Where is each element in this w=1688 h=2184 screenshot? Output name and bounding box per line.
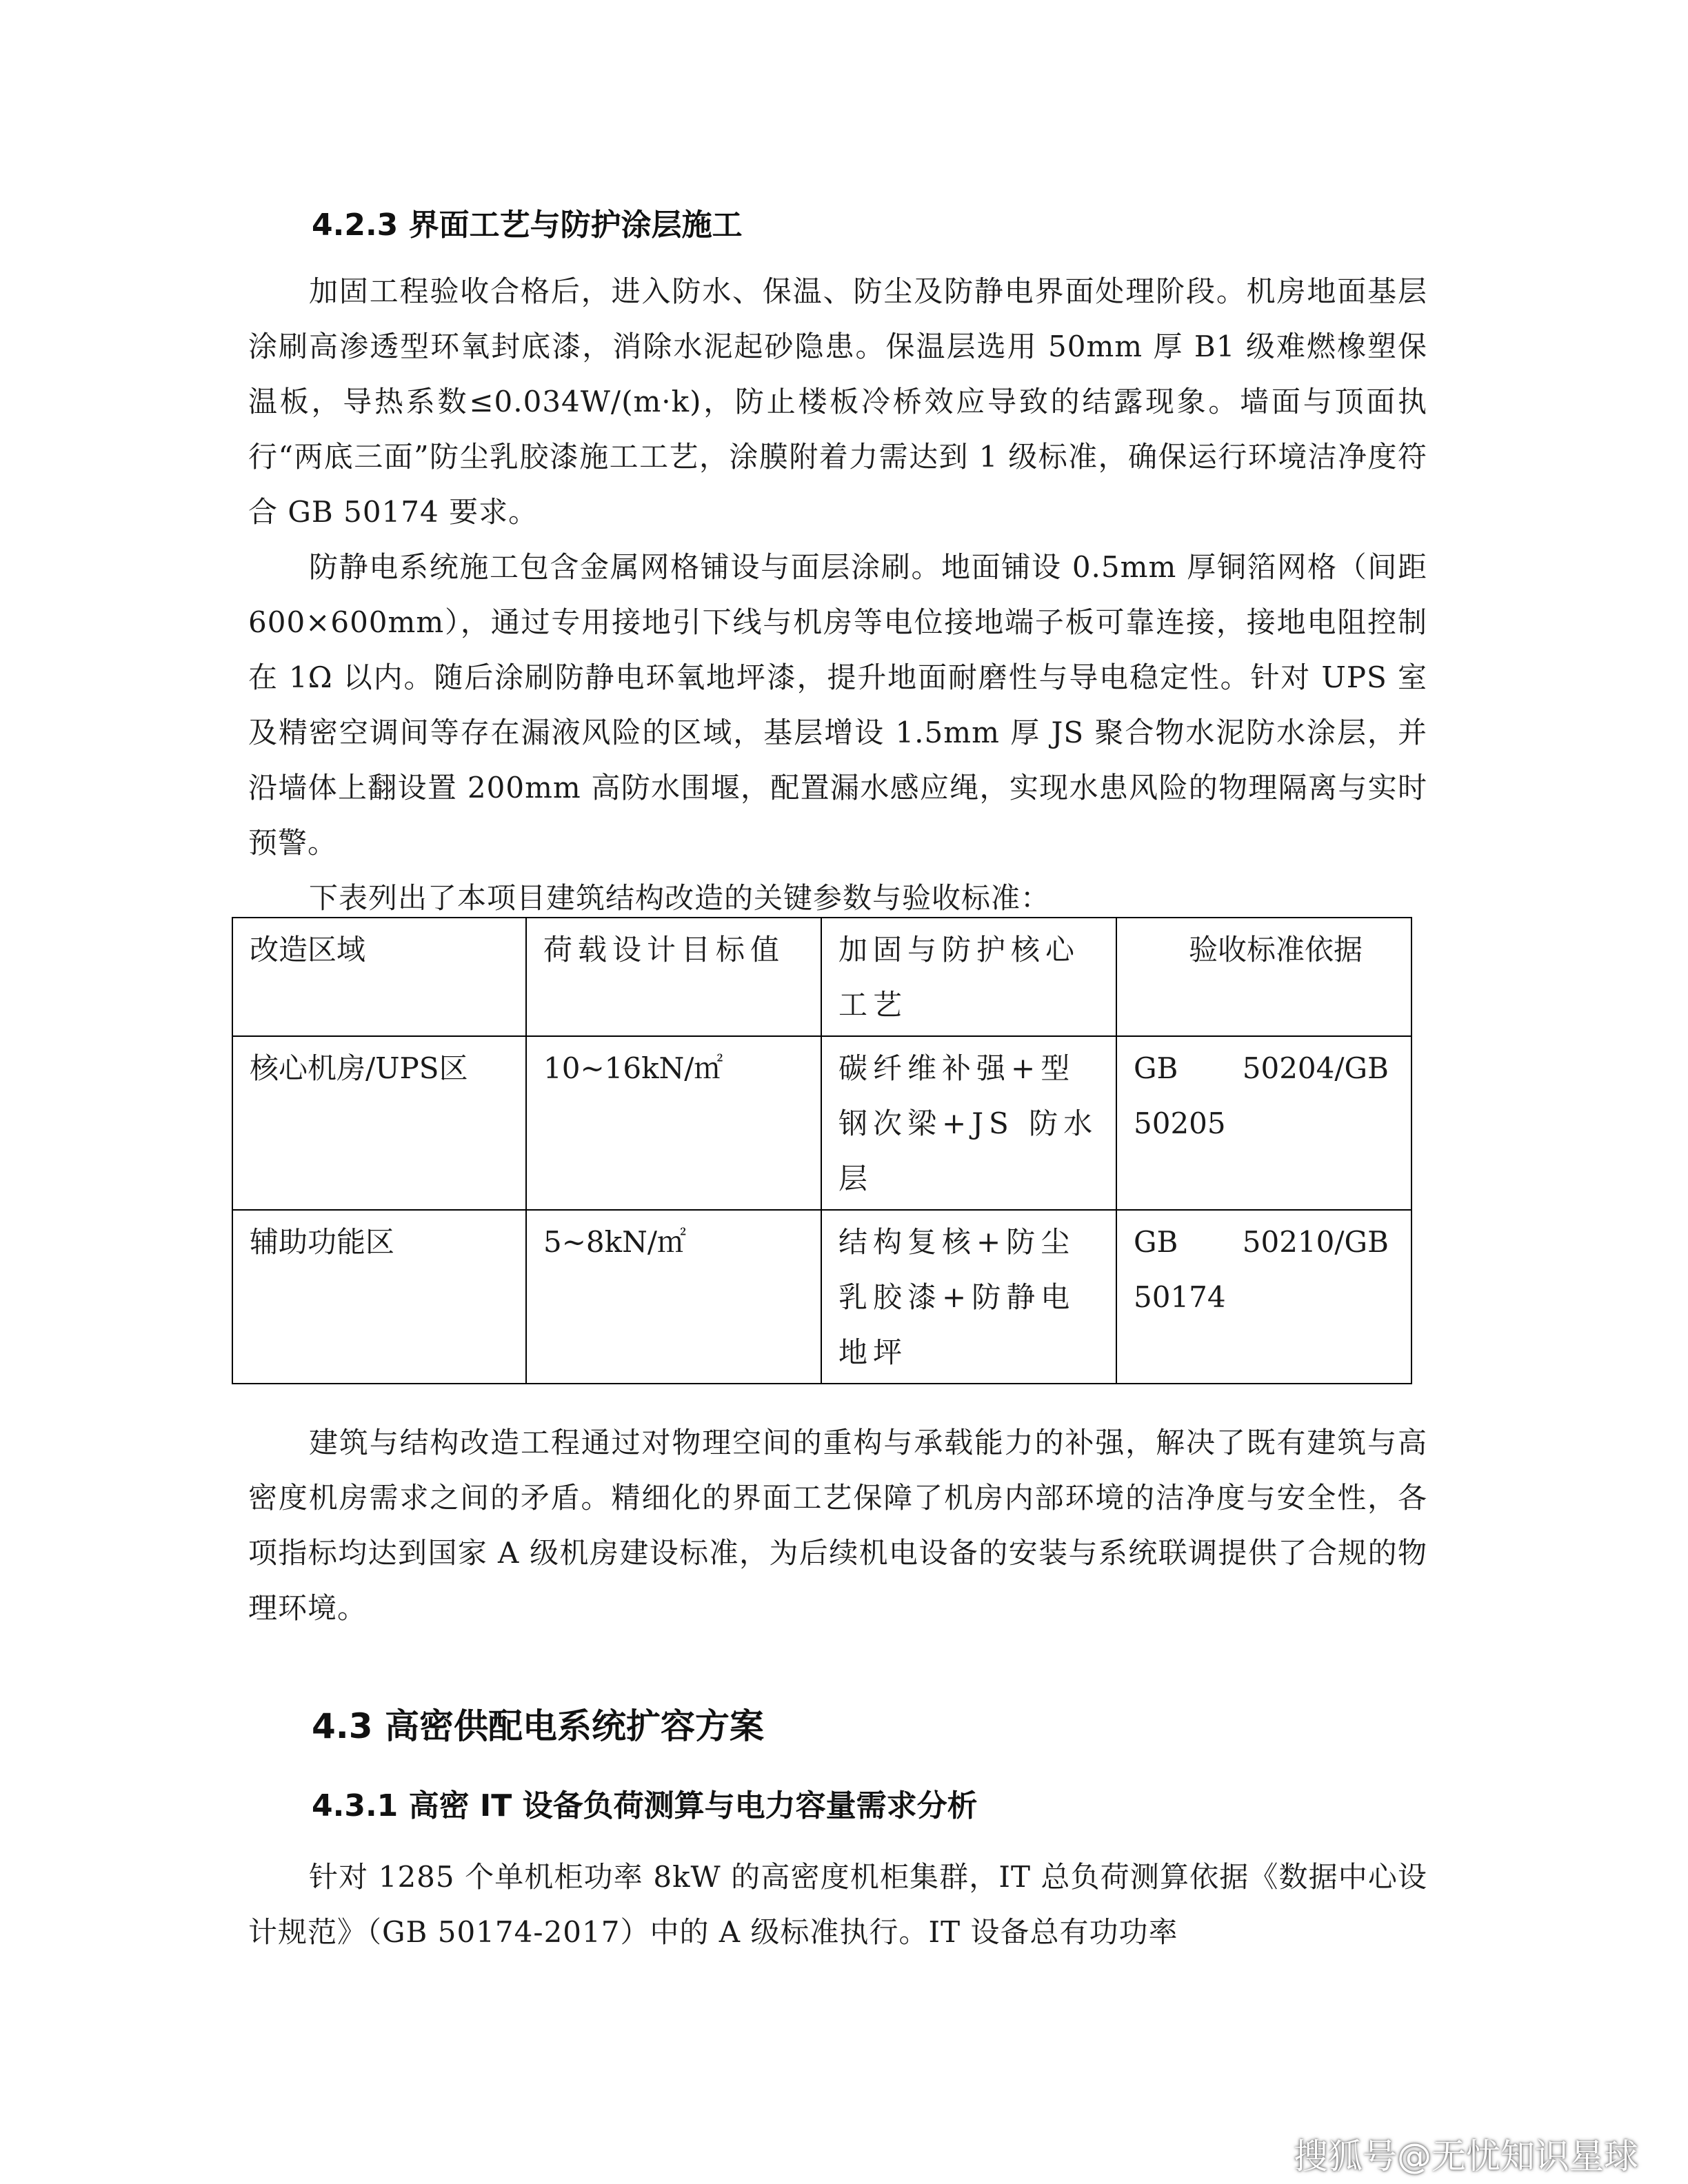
paragraph-summary: 建筑与结构改造工程通过对物理空间的重构与承载能力的补强，解决了既有建筑与高密度机房需求之间的矛盾。精细化的界面工艺保障了机房内部环境的洁净度与安全性，各项指标均达到国家 A 级机房建设标准，为后续机电设备的安装与系统联调提供了合规的物理环境。: [248, 1426, 1427, 1625]
section-heading-4-2-3: 4.2.3 界面工艺与防护涂层施工: [312, 208, 743, 243]
table-cell: 结构复核+防尘乳胶漆+防静电地坪: [821, 1210, 1116, 1384]
table-cell: 碳纤维补强+型钢次梁+JS 防水层: [821, 1036, 1116, 1210]
paragraph-table-intro: 下表列出了本项目建筑结构改造的关键参数与验收标准：: [309, 881, 1051, 915]
table-cell: GB 50204/GB 50205: [1116, 1036, 1411, 1210]
table-row: [232, 1036, 1411, 1210]
paragraph-interface-process: 加固工程验收合格后，进入防水、保温、防尘及防静电界面处理阶段。机房地面基层涂刷高渗透型环氧封底漆，消除水泥起砂隐患。保温层选用 50mm 厚 B1 级难燃橡塑保温板，导热系数≤0.034W/(m·k)，防止楼板冷桥效应导致的结露现象。墙面与顶面执行“两底三面”防尘乳胶漆施工工艺，涂膜附着力需达到 1 级标准，确保运行环境洁净度符合 GB 50174 要求。: [248, 274, 1427, 529]
table-header-cell: 加固与防护核心工艺: [821, 918, 1116, 1036]
section-heading-4-3: 4.3 高密供配电系统扩容方案: [312, 1706, 764, 1746]
renovation-parameters-table: [232, 917, 1412, 1384]
table-cell: 5~8kN/㎡: [526, 1210, 821, 1384]
paragraph-it-load: 针对 1285 个单机柜功率 8kW 的高密度机柜集群，IT 总负荷测算依据《数据中心设计规范》（GB 50174-2017）中的 A 级标准执行。IT 设备总有功功率: [248, 1860, 1427, 1949]
table-cell: GB 50210/GB 50174: [1116, 1210, 1411, 1384]
source-watermark: 搜狐号@无忧知识星球: [1294, 2136, 1638, 2176]
table-cell: 辅助功能区: [232, 1210, 526, 1384]
table-header-cell: 验收标准依据: [1116, 918, 1411, 1036]
table-row: [232, 1210, 1411, 1384]
table-header-cell: 荷载设计目标值: [526, 918, 821, 1036]
table-header-cell: 改造区域: [232, 918, 526, 1036]
table-header-row: [232, 918, 1411, 1036]
table-cell: 10~16kN/㎡: [526, 1036, 821, 1210]
section-heading-4-3-1: 4.3.1 高密 IT 设备负荷测算与电力容量需求分析: [312, 1788, 978, 1823]
paragraph-antistatic-system: 防静电系统施工包含金属网格铺设与面层涂刷。地面铺设 0.5mm 厚铜箔网格（间距 600×600mm），通过专用接地引下线与机房等电位接地端子板可靠连接，接地电阻控制在 1Ω 以内。随后涂刷防静电环氧地坪漆，提升地面耐磨性与导电稳定性。针对 UPS 室及精密空调间等存在漏液风险的区域，基层增设 1.5mm 厚 JS 聚合物水泥防水涂层，并沿墙体上翻设置 200mm 高防水围堰，配置漏水感应绳，实现水患风险的物理隔离与实时预警。: [248, 550, 1427, 860]
table-cell: 核心机房/UPS区: [232, 1036, 526, 1210]
